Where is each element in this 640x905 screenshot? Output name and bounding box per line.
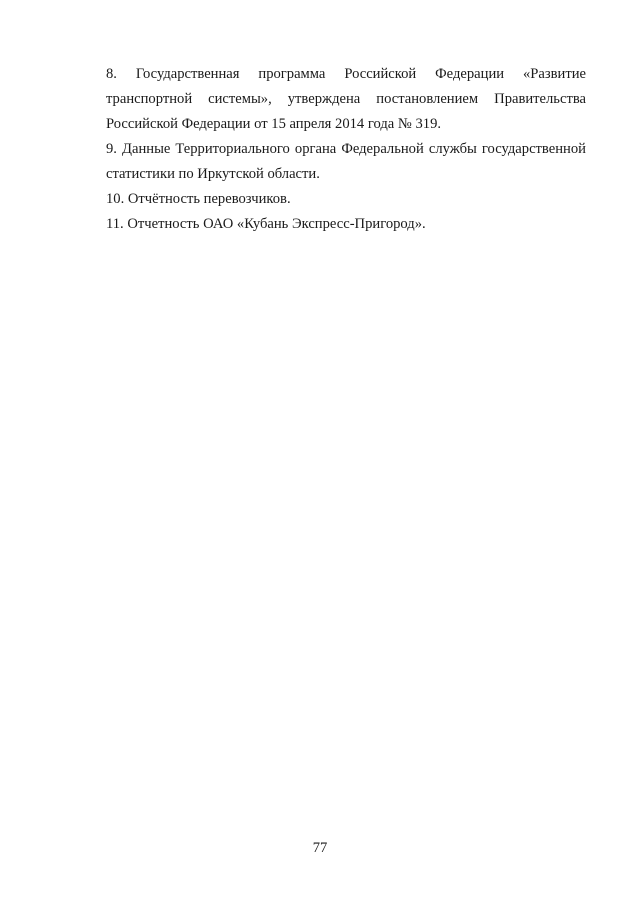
word: утверждена	[287, 91, 361, 107]
reference-line: 10. Отчётность перевозчиков.	[106, 191, 291, 207]
word: Данные	[122, 141, 171, 157]
reference-item-10	[106, 187, 586, 212]
word: 9.	[106, 141, 117, 157]
reference-line: 11. Отчетность ОАО «Кубань Экспресс-Пригород».	[106, 216, 426, 232]
reference-item-9	[106, 137, 586, 187]
reference-line	[106, 87, 586, 112]
reference-list	[106, 62, 586, 237]
reference-line: статистики по Иркутской области.	[106, 166, 320, 182]
word: «Развитие	[522, 66, 586, 82]
page-number: 77	[312, 840, 328, 856]
reference-line: Российской Федерации от 15 апреля 2014 года № 319.	[106, 116, 442, 132]
reference-item-11	[106, 212, 586, 237]
word: Федерации	[435, 66, 505, 82]
word: Российской	[344, 66, 417, 82]
reference-line	[106, 62, 586, 87]
reference-item-8	[106, 62, 586, 137]
word: системы»,	[208, 91, 272, 107]
word: программа	[258, 66, 326, 82]
word: Федеральной	[341, 141, 424, 157]
word: Государственная	[135, 66, 240, 82]
word: Территориального	[175, 141, 290, 157]
word: Правительства	[494, 91, 586, 107]
word: транспортной	[106, 91, 193, 107]
word: государственной	[481, 141, 586, 157]
word: 8.	[106, 66, 117, 82]
reference-line	[106, 137, 586, 162]
word: органа	[294, 141, 337, 157]
word: службы	[428, 141, 477, 157]
word: постановлением	[376, 91, 479, 107]
